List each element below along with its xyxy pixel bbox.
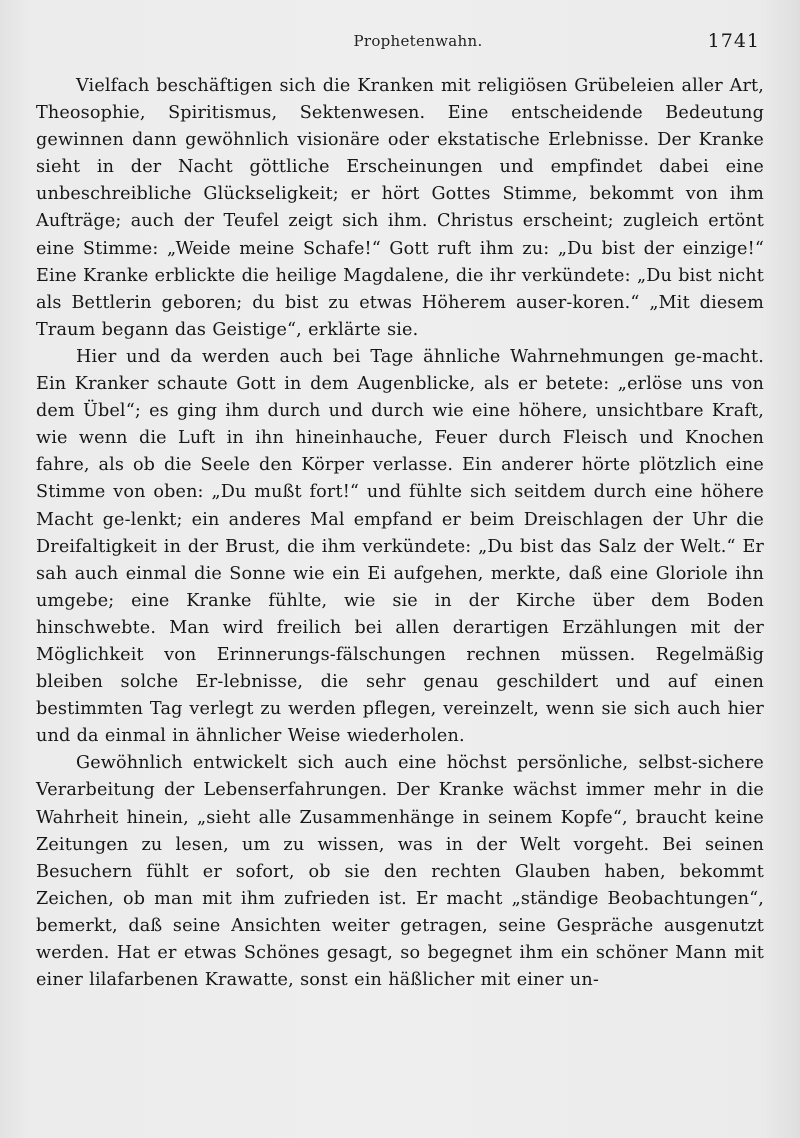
body-text — [36, 73, 764, 994]
page-header — [36, 30, 760, 56]
paragraph-2: Hier und da werden auch bei Tage ähnliche Wahrnehmungen ge-macht. Ein Kranker schaute Gott in dem Augenblicke, als er betete: „erlöse uns von dem Übel“; es ging ihm durch und durch wie eine höhere, unsichtbare Kraft, wie wenn die Luft in ihn hineinhauche, Feuer durch Fleisch und Knochen fahre, als ob die Seele den Körper verlasse. Ein anderer hörte plötzlich eine Stimme von oben: „Du mußt fort!“ und fühlte sich seitdem durch eine höhere Macht ge-lenkt; ein anderes Mal empfand er beim Dreischlagen der Uhr die Dreifaltigkeit in der Brust, die ihm verkündete: „Du bist das Salz der Welt.“ Er sah auch einmal die Sonne wie ein Ei aufgehen, merkte, daß eine Gloriole ihn umgebe; eine Kranke fühlte, wie sie in der Kirche über dem Boden hinschwebte. Man wird freilich bei allen derartigen Erzählungen mit der Möglichkeit von Erinnerungs-fälschungen rechnen müssen. Regelmäßig bleiben solche Er-lebnisse, die sehr genau geschildert und auf einen bestimmten Tag verlegt zu werden pflegen, vereinzelt, wenn sie sich auch hier und da einmal in ähnlicher Weise wiederholen. — [36, 346, 764, 747]
paragraph-3: Gewöhnlich entwickelt sich auch eine höchst persönliche, selbst-sichere Verarbeitung der Lebenserfahrungen. Der Kranke wächst immer mehr in die Wahrheit hinein, „sieht alle Zusammenhänge in seinem Kopfe“, braucht keine Zeitungen zu lesen, um zu wissen, was in der Welt vorgeht. Bei seinen Besuchern fühlt er sofort, ob sie den rechten Glauben haben, bekommt Zeichen, ob man mit ihm zufrieden ist. Er macht „ständige Beobachtungen“, bemerkt, daß seine Ansichten weiter getragen, seine Gespräche ausgenutzt werden. Hat er etwas Schönes gesagt, so begegnet ihm ein schöner Mann mit einer lilafarbenen Krawatte, sonst ein häßlicher mit einer un- — [36, 753, 764, 991]
paragraph-1: Vielfach beschäftigen sich die Kranken mit religiösen Grübeleien aller Art, Theosophie, Spiritismus, Sektenwesen. Eine entscheidende Bedeutung gewinnen dann gewöhnlich visionäre oder ekstatische Erlebnisse. Der Kranke sieht in der Nacht göttliche Erscheinungen und empfindet dabei eine unbeschreibliche Glückseligkeit; er hört Gottes Stimme, bekommt von ihm Aufträge; auch der Teufel zeigt sich ihm. Christus erscheint; zugleich ertönt eine Stimme: „Weide meine Schafe!“ Gott ruft ihm zu: „Du bist der einzige!“ Eine Kranke erblickte die heilige Magdalene, die ihr verkündete: „Du bist nicht als Bettlerin geboren; du bist zu etwas Höherem auser-koren.“ „Mit diesem Traum begann das Geistige“, erklärte sie. — [36, 76, 764, 340]
running-head: Prophetenwahn. — [353, 32, 483, 50]
page-number: 1741 — [707, 30, 760, 52]
